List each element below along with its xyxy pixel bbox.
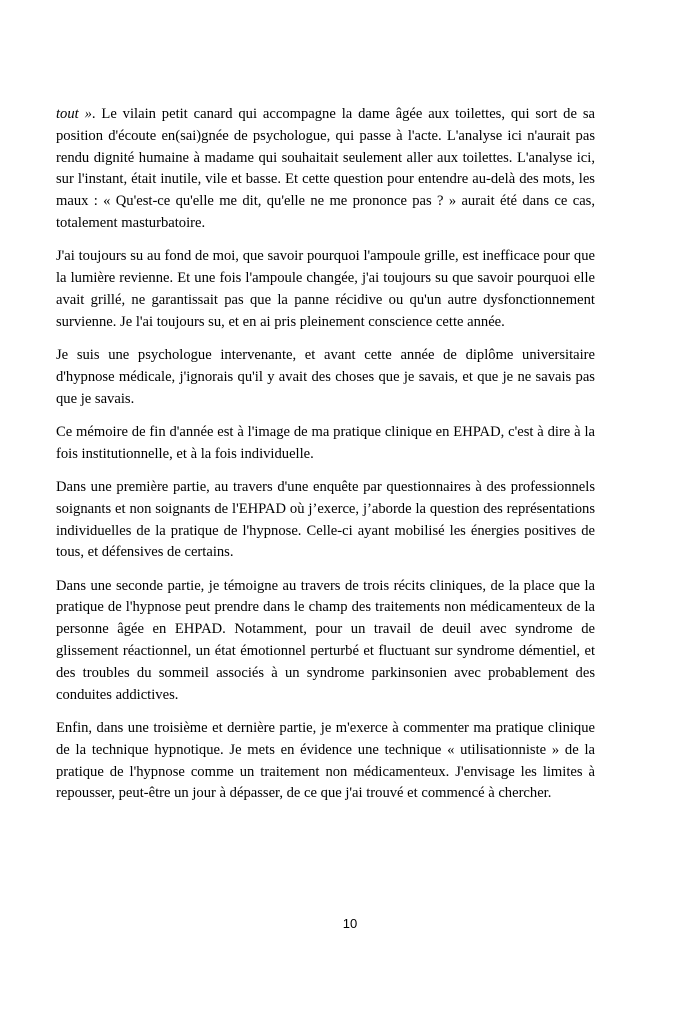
paragraph-6: Dans une seconde partie, je témoigne au travers de trois récits cliniques, de la place que la pratique de l'hypnose peut prendre dans le champ des traitements non médicamenteux de la personne âgée en EHPAD. Notamment, pour un travail de deuil avec syndrome de glissement réactionnel, un état émotionnel perturbé et fluctuant sur syndrome démentiel, et des troubles du sommeil associés à un syndrome parkinsonien avec probablement des conduites addictives.: [56, 577, 595, 703]
page-number: 10: [342, 916, 358, 931]
paragraph-1-italic-lead: tout »: [56, 106, 92, 122]
paragraph-4: Ce mémoire de fin d'année est à l'image de ma pratique clinique en EHPAD, c'est à dire à la fois institutionnelle, et à la fois individuelle.: [56, 423, 595, 462]
paragraph-5: Dans une première partie, au travers d'une enquête par questionnaires à des professionnels soignants et non soignants de l'EHPAD où j’exerce, j’aborde la question des représentations individuelles de la pratique de l'hypnose. Celle-ci ayant mobilisé les énergies positives de tous, et défensives de certains.: [56, 478, 595, 561]
paragraph-2: J'ai toujours su au fond de moi, que savoir pourquoi l'ampoule grille, est inefficace pour que la lumière revienne. Et une fois l'ampoule changée, j'ai toujours su que savoir pourquoi elle avait grillé, ne garantissait pas que la panne récidive ou qu'un autre dysfonctionnement survienne. Je l'ai toujours su, et en ai pris pleinement conscience cette année.: [56, 248, 595, 330]
paragraph-3: Je suis une psychologue intervenante, et avant cette année de diplôme universitaire d'hypnose médicale, j'ignorais qu'il y avait des choses que je savais, et que je ne savais pas que je savais.: [56, 346, 595, 407]
paragraph-1: [56, 104, 595, 235]
paragraph-1-text: . Le vilain petit canard qui accompagne la dame âgée aux toilettes, qui sort de sa position d'écoute en(sai)gnée de psychologue, qui passe à l'acte. L'analyse ici n'aurait pas rendu dignité humaine à madame qui souhaitait seulement aller aux toilettes. L'analyse ici, sur l'instant, était inutile, vile et basse. Et cette question pour entendre au-delà des mots, les maux : « Qu'est-ce qu'elle me dit, qu'elle ne me prononce pas ? » aurait été dans ce cas, totalement masturbatoire.: [56, 106, 595, 231]
paragraph-7: Enfin, dans une troisième et dernière partie, je m'exerce à commenter ma pratique clinique de la technique hypnotique. Je mets en évidence une technique « utilisationniste » de la pratique de l'hypnose comme un traitement non médicamenteux. J'envisage les limites à repousser, peut-être un jour à dépasser, de ce que j'ai trouvé et commencé à chercher.: [56, 719, 595, 802]
document-body: [56, 104, 595, 817]
